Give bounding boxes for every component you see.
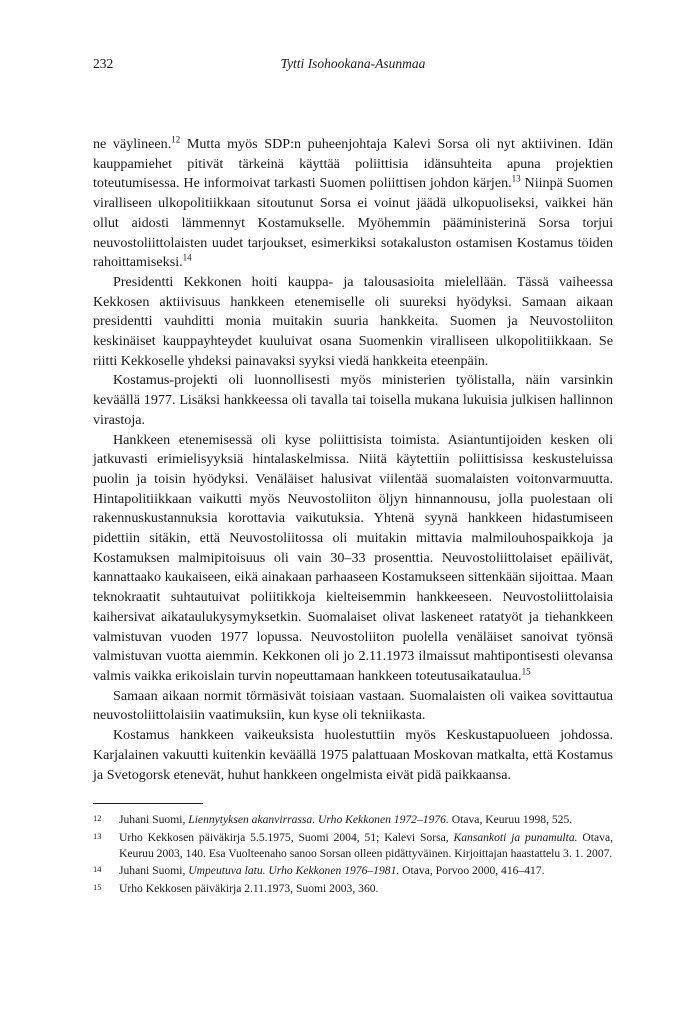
text-run: Kostamus hankkeen vaikeuksista huolestuttiin myös Keskustapuolueen johdossa. Karjalainen vakuutti kuitenkin keväällä 1975 palattuaan Moskovan matkalta, että Kostamus ja Svetogorsk etenevät, huhut hankkeen ongelmista eivät pidä paikkaansa. xyxy=(93,727,613,783)
text-run: Niinpä Suomen viralliseen ulkopolitiikkaan sitoutunut Sorsa ei voinut jäädä ulkopuoliseksi, vaikkei hän ollut aidosti lämmennyt Kostamukselle. Myöhemmin pääministerinä Sorsa torjui neuvostoliittolaisten uudet tarjoukset, esimerkiksi sotakaluston ostamisen Kostamus töiden rahoittamiseksi. xyxy=(93,175,613,271)
footnote-text xyxy=(119,882,378,895)
footnote-reference: 12 xyxy=(171,134,181,145)
footnote-number: 12 xyxy=(93,813,102,823)
paragraph xyxy=(93,371,613,430)
page-header xyxy=(93,56,613,76)
footnote-rule xyxy=(93,803,203,804)
text-run: Otava, Porvoo 2000, 416–417. xyxy=(399,864,545,878)
paragraph xyxy=(93,687,613,726)
running-head: Tytti Isohookana-Asunmaa xyxy=(280,56,426,71)
text-run: Juhani Suomi, xyxy=(119,864,189,878)
italic-title: Liennytyksen akanvirrassa. Urho Kekkonen 1972–1976. xyxy=(188,813,449,826)
text-run: Samaan aikaan normit törmäsivät toisiaan vastaan. Suomalaisten oli vaikea sovittautua neuvostoliittolaisiin vaatimuksiin, kun kyse oli tekniikasta. xyxy=(93,687,613,724)
footnote-number: 14 xyxy=(93,864,102,875)
footnote-text xyxy=(119,813,572,826)
footnote-text xyxy=(119,864,545,877)
text-run: Kostamus-projekti oli luonnollisesti myös ministerien työlistalla, näin varsinkin keväällä 1977. Lisäksi hankkeessa oli tavalla tai toisella mukana lukuisia julkisen hallinnon virastoja. xyxy=(93,372,613,428)
footnote-reference: 15 xyxy=(521,666,531,677)
footnote-reference: 14 xyxy=(182,252,192,263)
italic-title: Umpeutuva latu. Urho Kekkonen 1976–1981. xyxy=(188,864,400,878)
footnotes xyxy=(93,812,613,899)
text-run: Otava, Keuruu 2003, 140. Esa Vuolteenaho sanoo Sorsan olleen pidättyväinen. Kirjoittajan haastattelu 3. 1. 2007. xyxy=(119,830,613,860)
text-run: Juhani Suomi, xyxy=(119,813,189,826)
paragraph xyxy=(93,135,613,273)
text-run: ne väylineen. xyxy=(93,136,172,152)
footnote-text xyxy=(119,831,613,860)
footnote xyxy=(93,830,613,862)
footnote xyxy=(93,812,613,828)
text-run: Presidentti Kekkonen hoiti kauppa- ja talousasioita mielellään. Tässä vaiheessa Kekkosen aktiivisuus hankkeen etenemiselle oli suureksi hyödyksi. Samaan aikaan presidentti vauhditti monia muitakin suuria hankkeita. Suomen ja Neuvostoliiton keskinäiset kauppayhteydet kuuluivat osana Suomenkin viralliseen ulkopolitiikkaan. Se riitti Kekkoselle yhdeksi painavaksi syyksi viedä hankkeita eteenpäin. xyxy=(93,273,613,369)
footnote-reference: 13 xyxy=(511,173,521,184)
italic-title: Kansankoti ja punamulta. xyxy=(453,830,578,844)
text-run: Urho Kekkosen päiväkirja 5.5.1975, Suomi 2004, 51; Kalevi Sorsa, xyxy=(119,830,454,844)
footnote xyxy=(93,881,613,897)
footnote-number: 13 xyxy=(93,830,102,841)
text-run: Mutta myös SDP:n puheenjohtaja Kalevi Sorsa oli nyt aktiivinen. Idän kauppamiehet pitivät tärkeinä käyttää poliittisia idänsuhteita apuna projektien toteutumisessa. He informoivat tarkasti Suomen poliittisen johdon kärjen. xyxy=(93,136,613,192)
paragraph xyxy=(93,726,613,785)
text-run: Urho Kekkosen päiväkirja 2.11.1973, Suomi 2003, 360. xyxy=(119,882,379,896)
footnote xyxy=(93,863,613,879)
body-text xyxy=(93,135,613,785)
text-run: Otava, Keuruu 1998, 525. xyxy=(448,813,573,826)
page-number: 232 xyxy=(93,56,114,71)
footnote-number: 15 xyxy=(93,882,102,893)
paragraph xyxy=(93,273,613,372)
text-run: Hankkeen etenemisessä oli kyse poliittisista toimista. Asiantuntijoiden kesken oli jatkuvasti erimielisyyksiä hintalaskelmissa. Niitä käytettiin poliittisissa keskusteluissa puolin ja toisin hyödyksi. Venäläiset halusivat viilentää suomalaisten voitonvarmuutta. Hintapolitiikkaan vaikutti myös Neuvostoliiton öljyn hinnannousu, jolla puolestaan oli rakennuskustannuksia korottavia vaikutuksia. Yhtenä syynä hankkeen hidastumiseen pidettiin sitäkin, että Neuvostoliitossa oli muitakin mittavia malmilouhospaikkoja ja Kostamuksen malmipitoisuus oli vain 30–33 prosenttia. Neuvostoliittolaiset epäilivät, kannattaako kaukaiseen, eikä ainakaan parhaaseen Kostamukseen sittenkään sijoittaa. Maan teknokraatit suhtautuivat poliitikkoja kielteisemmin hankkeeseen. Neuvostoliittolaisia kaihersivat aikataulukysymyksetkin. Suomalaiset olivat laskeneet ratatyöt ja tiehankkeen valmistuvan vuoden 1977 lopussa. Neuvostoliiton puolella venäläiset sanoivat työnsä valmistuvan vuotta aiemmin. Kekkonen oli jo 2.11.1973 ilmaissut mahtipontisesti olevansa valmis vaikka erikoislain turvin nopeuttamaan hankkeen toteutusaikataulua. xyxy=(93,431,613,684)
paragraph xyxy=(93,431,613,687)
